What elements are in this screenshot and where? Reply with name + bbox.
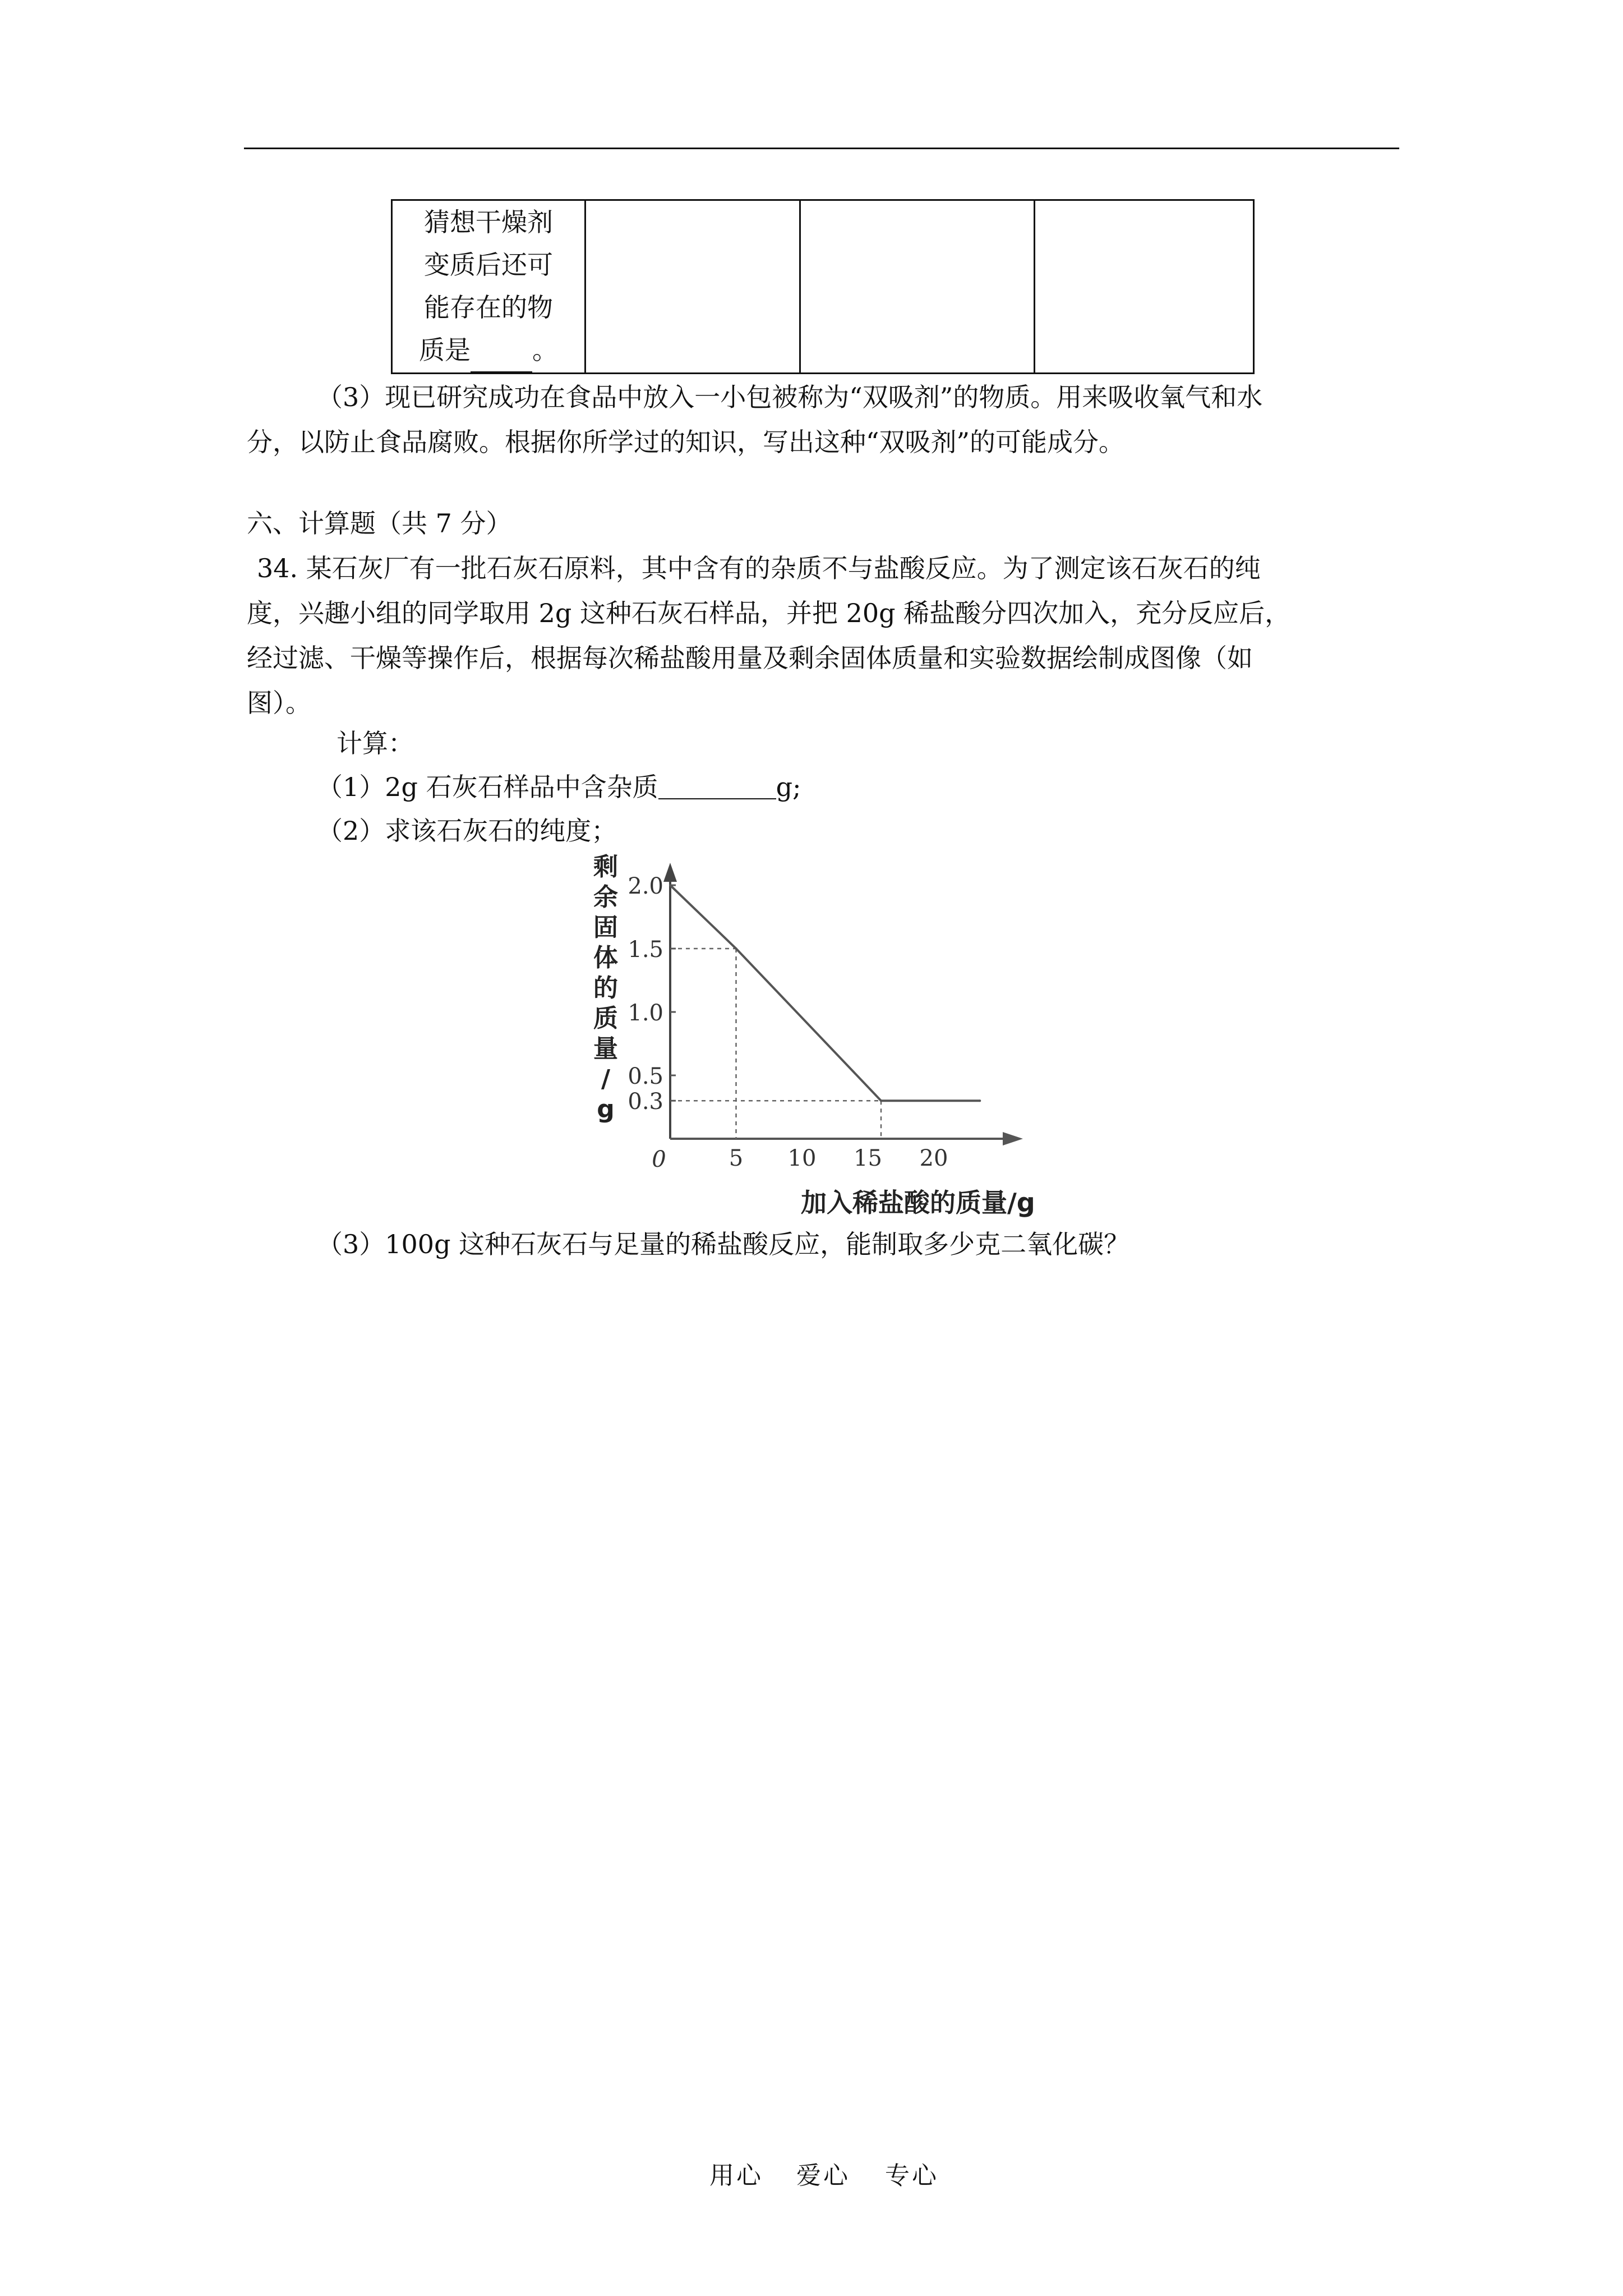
footer-item: 爱心 (796, 2161, 850, 2190)
header-rule (244, 148, 1399, 149)
y-axis-label-char: 的 (593, 974, 618, 1002)
y-axis-label-char: 量 (593, 1034, 618, 1063)
x-tick-label: 5 (728, 1145, 744, 1171)
calc-label: 计算： (336, 728, 414, 758)
table-cell-line (393, 329, 584, 372)
q3-dual-absorber-line: 分，以防止食品腐败。根据你所学过的知识，写出这种“双吸剂”的可能成分。 (247, 427, 1125, 457)
table-cell-line: 猜想干燥剂 (424, 207, 553, 237)
table-cell-line: 。 (532, 335, 558, 365)
table-cell-empty (800, 200, 1035, 374)
chart-axes (663, 863, 1023, 1145)
y-axis-label (593, 853, 618, 1124)
x-axis-arrow (1003, 1132, 1023, 1145)
y-axis-label-char: 体 (593, 944, 618, 972)
x-tick-label: 10 (787, 1145, 817, 1171)
chart-series (669, 884, 981, 1102)
data-point (979, 1099, 981, 1102)
data-line (670, 885, 980, 1101)
y-axis-label-char: 余 (593, 883, 618, 912)
q34-sub1 (317, 771, 801, 803)
table-cell-guess (392, 200, 585, 374)
y-tick-label: 1.0 (628, 1000, 663, 1026)
mass-chart (583, 853, 1088, 1223)
experiment-table (391, 199, 1255, 374)
y-tick-label: 2.0 (628, 873, 663, 899)
x-tick-label: 15 (854, 1145, 882, 1171)
footer-item: 专心 (885, 2161, 939, 2190)
answer-blank (471, 329, 532, 372)
table-cell-line: 质是 (419, 335, 471, 365)
x-tick-label: 20 (919, 1145, 948, 1171)
data-point (880, 1099, 882, 1102)
chart-ticks (628, 873, 948, 1172)
q34-sub3: （3）100g 这种石灰石与足量的稀盐酸反应，能制取多少克二氧化碳？ (317, 1229, 1130, 1259)
q34-line: 34. 某石灰厂有一批石灰石原料，其中含有的杂质不与盐酸反应。为了测定该石灰石的纯 (257, 553, 1261, 583)
x-axis-label: 加入稀盐酸的质量/g (801, 1188, 1035, 1218)
table-cell-line: 变质后还可 (424, 250, 553, 280)
table-cell-empty (1035, 200, 1254, 374)
table-cell-line: 能存在的物 (424, 292, 553, 323)
q3-dual-absorber-line: （3）现已研究成功在食品中放入一小包被称为“双吸剂”的物质。用来吸收氧气和水 (317, 382, 1263, 412)
y-axis-arrow (663, 863, 677, 882)
origin-label: 0 (652, 1147, 666, 1172)
section-title: 六、计算题（共 7 分） (247, 508, 512, 539)
y-axis-label-char: 质 (593, 1004, 618, 1033)
chart-guides (670, 949, 881, 1139)
q34-sub1-unit: g; (776, 772, 801, 802)
y-axis-label-char: / (601, 1065, 611, 1093)
table-cell-empty (585, 200, 800, 374)
y-tick-label: 1.5 (628, 937, 663, 963)
answer-blank (658, 774, 776, 799)
y-axis-label-char: 剩 (593, 853, 618, 881)
y-axis-label-char: g (597, 1095, 615, 1124)
q34-line: 图）。 (247, 688, 311, 718)
y-tick-label: 0.3 (628, 1089, 663, 1115)
q34-sub2: （2）求该石灰石的纯度； (317, 816, 617, 846)
q34-line: 经过滤、干燥等操作后，根据每次稀盐酸用量及剩余固体质量和实验数据绘制成图像（如 (247, 643, 1253, 673)
y-axis-label-char: 固 (593, 913, 618, 942)
q34-line: 度，兴趣小组的同学取用 2g 这种石灰石样品，并把 20g 稀盐酸分四次加入，充分反应后， (247, 598, 1291, 628)
y-tick-label: 0.5 (628, 1064, 663, 1089)
footer-item: 用心 (709, 2161, 763, 2190)
q34-sub1-text: （1）2g 石灰石样品中含杂质 (317, 772, 658, 802)
data-point (735, 947, 737, 950)
